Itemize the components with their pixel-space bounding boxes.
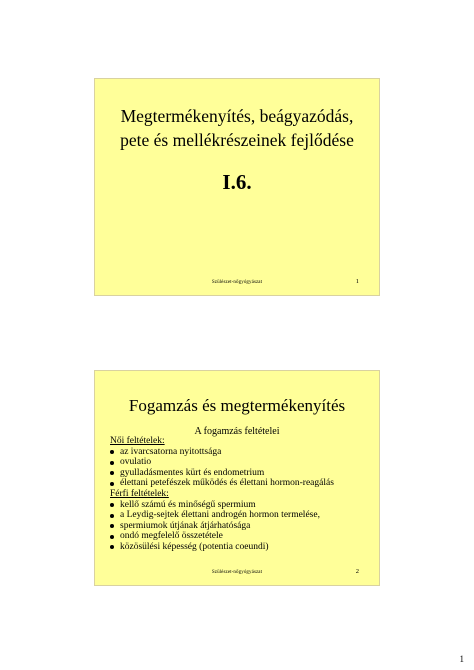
page-number: 1 xyxy=(459,654,464,664)
list-item: gyulladásmentes kürt és endometrium xyxy=(110,468,369,479)
male-conditions-heading: Férfi feltételek: xyxy=(110,488,169,499)
bullet-icon xyxy=(110,450,114,454)
slide-2-footer: Szülészet-nőgyógyászat xyxy=(211,570,263,575)
list-item: ondó megfelelő összetétele xyxy=(110,531,369,542)
slide-1-title-line-2: pete és mellékrészeinek fejlődése xyxy=(120,130,354,150)
slide-1-footer: Szülészet-nőgyógyászat xyxy=(211,280,263,285)
bullet-icon xyxy=(110,545,114,549)
bullet-icon xyxy=(110,503,114,507)
slide-2 xyxy=(94,370,380,586)
bullet-icon xyxy=(110,471,114,475)
slide-2-subtitle: A fogamzás feltételei xyxy=(194,426,280,437)
chapter-number: I.6. xyxy=(222,170,252,194)
list-item: az ivarcsatorna nyitottsága xyxy=(110,447,369,458)
list-item: kellő számú és minőségű spermium xyxy=(110,500,369,511)
list-item: a Leydig-sejtek élettani androgén hormon termelése, xyxy=(110,510,369,521)
list-item: spermiumok útjának átjárhatósága xyxy=(110,521,369,532)
list-item: közösülési képesség (potentia coeundi) xyxy=(110,542,369,553)
slide-1-title xyxy=(95,104,379,152)
bullet-icon xyxy=(110,535,114,539)
female-conditions-heading: Női feltételek: xyxy=(110,436,165,446)
bullet-icon xyxy=(110,482,114,486)
list-item: ovulatio xyxy=(110,457,369,468)
female-conditions-list xyxy=(110,447,369,489)
slide-2-body xyxy=(110,436,369,553)
slide-2-number: 2 xyxy=(355,568,359,575)
bullet-icon xyxy=(110,514,114,518)
male-conditions-list xyxy=(110,500,369,553)
slide-1-number: 1 xyxy=(355,278,359,285)
slide-1 xyxy=(94,78,380,296)
slide-2-title: Fogamzás és megtermékenyítés xyxy=(128,396,346,415)
bullet-icon xyxy=(110,524,114,528)
slide-1-title-line-1: Megtermékenyítés, beágyazódás, xyxy=(120,106,354,126)
bullet-icon xyxy=(110,461,114,465)
list-item: élettani petefészek működés és élettani hormon-reagálás xyxy=(110,478,369,489)
